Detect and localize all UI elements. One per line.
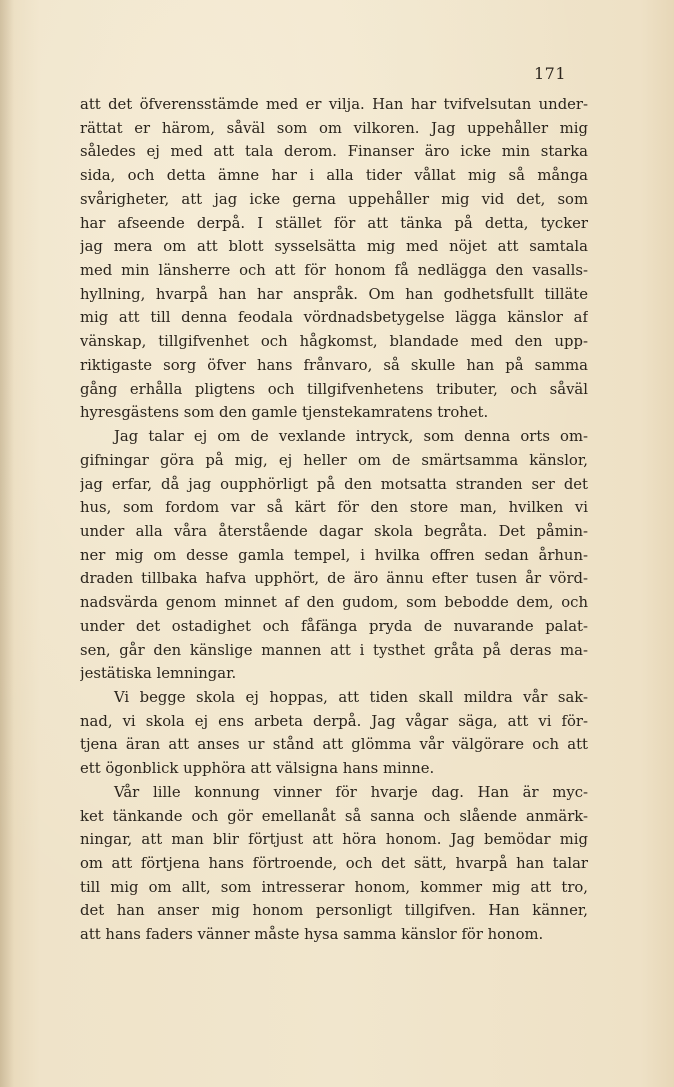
text-line: jag erfar, då jag oupphörligt på den motsatta stranden ser det [80, 475, 588, 493]
text-line: nad, vi skola ej ens arbeta derpå. Jag vågar säga, att vi för- [80, 712, 588, 730]
body-text [80, 93, 588, 947]
text-line: vänskap, tillgifvenhet och hågkomst, blandade med den upp- [80, 333, 588, 351]
text-line: sen, går den känslige mannen att i tysthet gråta på deras ma- [80, 641, 588, 659]
text-line: jestätiska lemningar. [80, 665, 237, 683]
text-line: hyllning, hvarpå han har anspråk. Om han godhetsfullt tilläte [80, 285, 588, 303]
text-line: att det öfverensstämde med er vilja. Han har tvifvelsutan under- [80, 96, 588, 113]
paragraph-start-line: Vi begge skola ej hoppas, att tiden skall mildra vår sak- [114, 688, 588, 706]
text-line: ner mig om desse gamla tempel, i hvilka offren sedan århun- [80, 546, 588, 564]
text-line: till mig om allt, som intresserar honom, kommer mig att tro, [80, 878, 588, 896]
text-line: hus, som fordom var så kärt för den store man, hvilken vi [80, 499, 588, 517]
text-line: riktigaste sorg öfver hans frånvaro, så skulle han på samma [80, 356, 588, 374]
text-line: gifningar göra på mig, ej heller om de smärtsamma känslor, [80, 451, 588, 469]
text-line: sida, och detta ämne har i alla tider vållat mig så många [80, 167, 588, 185]
text-line: mig att till denna feodala vördnadsbetygelse lägga känslor af [80, 309, 588, 327]
text-line: hyresgästens som den gamle tjenstekamratens trohet. [80, 404, 489, 422]
text-line: ket tänkande och gör emellanåt så sanna och slående anmärk- [80, 807, 588, 825]
text-line: nadsvärda genom minnet af den gudom, som bebodde dem, och [80, 594, 588, 612]
text-line: jag mera om att blott sysselsätta mig med nöjet att samtala [80, 238, 588, 256]
text-line: att hans faders vänner måste hysa samma känslor för honom. [80, 926, 544, 944]
text-line: det han anser mig honom personligt tillgifven. Han känner, [80, 902, 588, 920]
page-number: 171 [534, 64, 567, 83]
text-line: har afseende derpå. I stället för att tänka på detta, tycker [80, 214, 588, 232]
text-line: svårigheter, att jag icke gerna uppehåller mig vid det, som [80, 190, 588, 208]
page-edge-shadow [0, 0, 14, 1087]
text-line: med min länsherre och att för honom få nedlägga den vasalls- [80, 262, 588, 280]
text-line: ett ögonblick upphöra att välsigna hans minne. [80, 760, 435, 778]
text-line: draden tillbaka hafva upphört, de äro ännu efter tusen år vörd- [80, 570, 588, 588]
text-line: under det ostadighet och fåfänga pryda de nuvarande palat- [80, 617, 588, 635]
text-line: tjena äran att anses ur stånd att glömma vår välgörare och att [80, 736, 588, 754]
paragraph-start-line: Vår lille konnung vinner för hvarje dag. Han är myc- [114, 783, 588, 801]
text-line: rättat er härom, såväl som om vilkoren. Jag uppehåller mig [80, 119, 588, 137]
paragraph-start-line: Jag talar ej om de vexlande intryck, som denna orts om- [114, 428, 588, 446]
text-line: om att förtjena hans förtroende, och det sätt, hvarpå han talar [80, 855, 588, 872]
text-line: således ej med att tala derom. Finanser äro icke min starka [80, 143, 588, 161]
text-line: ningar, att man blir förtjust att höra honom. Jag bemödar mig [80, 831, 588, 849]
text-line: under alla våra återstående dagar skola begråta. Det påmin- [80, 522, 588, 540]
text-line: gång erhålla pligtens och tillgifvenhetens tributer, och såväl [80, 380, 588, 398]
